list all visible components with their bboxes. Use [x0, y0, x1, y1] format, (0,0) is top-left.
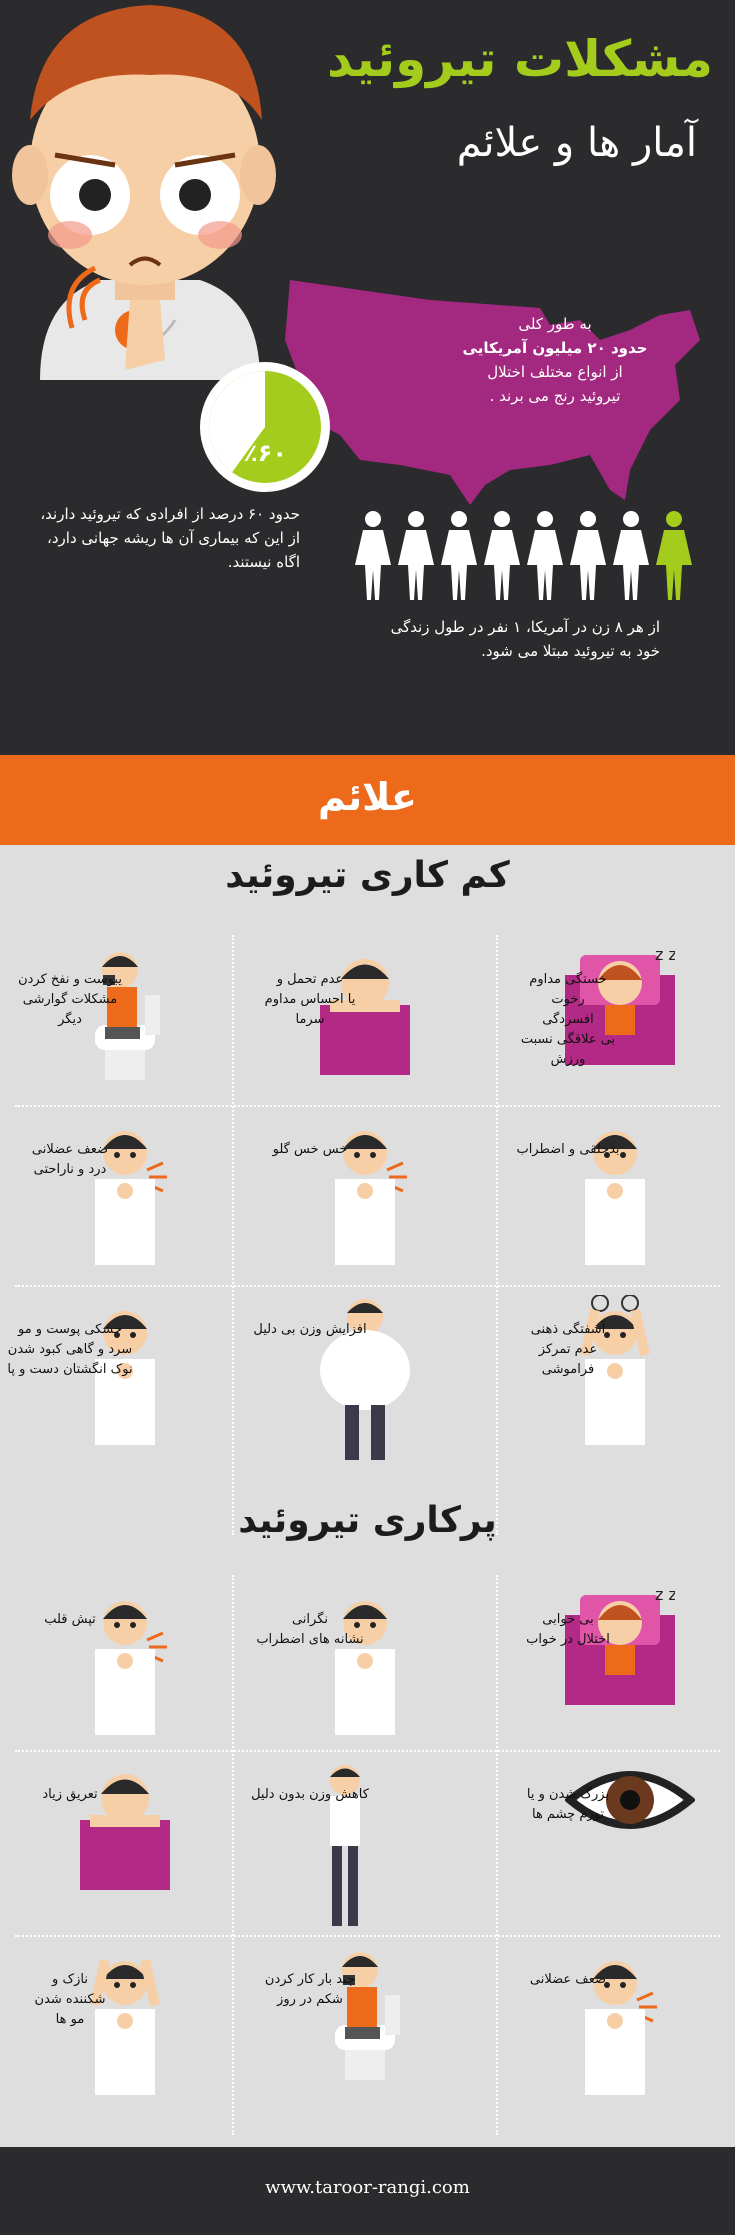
hypo-caption: خس خس گلو [272, 1142, 348, 1157]
sore-throat-icon [315, 1115, 415, 1269]
woman-icon [355, 510, 391, 600]
footer-url[interactable]: www.taroor-rangi.com [265, 2177, 470, 2198]
hyper-caption: تعریق زیاد [42, 1787, 98, 1802]
hypo-caption: افزایش وزن بی دلیل [253, 1322, 367, 1337]
hypo-caption: عدم تحمل و یا احساس مداوم سرما [264, 972, 356, 1027]
hypo-caption: آشفتگی ذهنی عدم تمرکز فراموشی [530, 1322, 606, 1377]
toilet-person-icon [315, 1945, 415, 2089]
anxious-person-icon [315, 1585, 415, 1739]
woman-icon [613, 510, 649, 600]
symptoms-panel [0, 845, 735, 2147]
hyper-caption: بزرگ شدن و یا تورم چشم ها [526, 1787, 610, 1822]
weak-muscle-icon [565, 1945, 665, 2099]
woman-icon [527, 510, 563, 600]
woman-icon [570, 510, 606, 600]
us-stat-intro: به طور کلی [518, 315, 592, 333]
awareness-statistic: حدود ۶۰ درصد از افرادی که تیروئید دارند، از این که بیماری آن ها ریشه جهانی دارد، اگاه نیستند. [40, 505, 300, 571]
percent-chart [200, 362, 330, 492]
hypo-caption: ضعف عضلانی درد و ناراحتی [31, 1142, 109, 1177]
women-statistic: از هر ۸ زن در آمریکا، ۱ نفر در طول زندگی خود به تیروئید مبتلا می شود. [390, 618, 660, 660]
hyper-caption: چند بار کار کردن شکم در روز [264, 1972, 356, 2007]
boy-illustration [0, 0, 280, 380]
woman-icon [656, 510, 692, 600]
hypo-caption: خشکی پوست و مو سرد و گاهی کبود شدن نوک انگشتان دست و پا [7, 1322, 133, 1377]
hypothyroid-title: کم کاری تیروئید [225, 855, 510, 896]
hypo-caption: بدخلقی و اضطراب [516, 1142, 620, 1157]
hypo-caption: یبوست و نفخ کردن مشکلات گوارشی دیگر [18, 972, 122, 1027]
percent-label: ٪۶۰ [243, 439, 287, 467]
hyper-caption: بی خوابی اختلال در خواب [526, 1612, 610, 1647]
woman-icon [441, 510, 477, 600]
hyper-caption: تپش قلب [44, 1612, 96, 1627]
nervous-person-icon [565, 1115, 665, 1269]
us-stat-line1: از انواع مختلف اختلال [487, 363, 623, 381]
us-stat-line2: تیروئید رنج می برند . [489, 387, 621, 405]
sweating-icon [75, 1760, 175, 1894]
hyper-caption: نازک و شکننده شدن مو ها [34, 1972, 106, 2027]
symptoms-title: علائم [318, 775, 417, 819]
hyper-caption: ضعف عضلانی [529, 1972, 607, 1987]
page-subtitle: آمار ها و علائم [456, 120, 697, 166]
hyper-caption: نگرانی نشانه های اضطراب [256, 1612, 364, 1647]
page-title: مشکلات تیروئید [327, 30, 713, 88]
heartbeat-icon [75, 1585, 175, 1739]
hyperthyroid-title: پرکاری تیروئید [238, 1500, 497, 1541]
us-statistic [445, 312, 665, 408]
footer [0, 2147, 735, 2235]
svg-text:z z: z z [655, 1585, 675, 1604]
hyper-caption: کاهش وزن بدون دلیل [251, 1787, 369, 1802]
muscle-pain-icon [75, 1115, 175, 1269]
women-pictogram [355, 510, 695, 600]
hypo-caption: خستگی مداوم رخوت افسردگی بی علاقگی نسبت ورزش [520, 972, 616, 1067]
symptoms-banner [0, 755, 735, 845]
woman-icon [398, 510, 434, 600]
woman-icon [484, 510, 520, 600]
stats-section [0, 0, 735, 755]
us-stat-bold: حدود ۲۰ میلیون آمریکایی [462, 339, 648, 357]
svg-text:z z: z z [655, 945, 675, 964]
